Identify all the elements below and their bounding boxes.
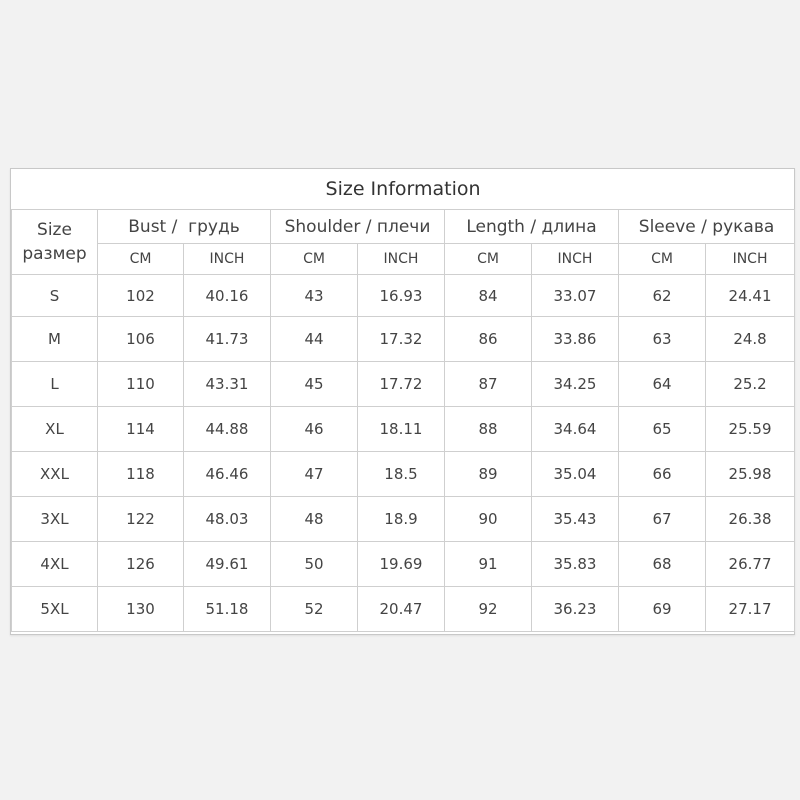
table-row: [12, 317, 795, 362]
bust-inch-cell: 49.61: [184, 542, 271, 587]
sleeve-cm-cell: 63: [619, 317, 706, 362]
sleeve-inch-cell: 24.41: [706, 275, 795, 317]
bust-cm-cell: 102: [98, 275, 184, 317]
bust-cm-cell: 118: [98, 452, 184, 497]
shoulder-inch-cell: 20.47: [358, 587, 445, 632]
length-inch-cell: 35.04: [532, 452, 619, 497]
size-cell: L: [12, 362, 98, 407]
size-cell: XXL: [12, 452, 98, 497]
shoulder-inch-cell: 16.93: [358, 275, 445, 317]
shoulder-cm-cell: 52: [271, 587, 358, 632]
group-header-row: [12, 210, 795, 244]
sleeve-inch-cell: 24.8: [706, 317, 795, 362]
unit-header-row: [12, 244, 795, 275]
shoulder-inch-cell: 18.11: [358, 407, 445, 452]
table-row: [12, 275, 795, 317]
size-column-header: [12, 210, 98, 275]
size-table: [11, 169, 795, 632]
table-row: [12, 587, 795, 632]
length-inch-cell: 35.43: [532, 497, 619, 542]
unit-header: CM: [98, 244, 184, 275]
length-cm-cell: 87: [445, 362, 532, 407]
size-cell: 4XL: [12, 542, 98, 587]
sleeve-inch-cell: 27.17: [706, 587, 795, 632]
length-inch-cell: 36.23: [532, 587, 619, 632]
length-cm-cell: 88: [445, 407, 532, 452]
shoulder-cm-cell: 50: [271, 542, 358, 587]
sleeve-inch-cell: 25.98: [706, 452, 795, 497]
sleeve-inch-cell: 26.77: [706, 542, 795, 587]
size-header-en: Size: [37, 220, 72, 240]
shoulder-cm-cell: 46: [271, 407, 358, 452]
table-row: [12, 497, 795, 542]
size-cell: S: [12, 275, 98, 317]
table-title: Size Information: [12, 169, 795, 210]
unit-header: INCH: [184, 244, 271, 275]
shoulder-cm-cell: 44: [271, 317, 358, 362]
unit-header: CM: [445, 244, 532, 275]
length-inch-cell: 35.83: [532, 542, 619, 587]
table-row: [12, 407, 795, 452]
size-cell: 3XL: [12, 497, 98, 542]
length-cm-cell: 90: [445, 497, 532, 542]
sleeve-cm-cell: 68: [619, 542, 706, 587]
shoulder-inch-cell: 17.32: [358, 317, 445, 362]
bust-cm-cell: 114: [98, 407, 184, 452]
bust-cm-cell: 126: [98, 542, 184, 587]
shoulder-inch-cell: 19.69: [358, 542, 445, 587]
shoulder-cm-cell: 47: [271, 452, 358, 497]
bust-inch-cell: 41.73: [184, 317, 271, 362]
length-cm-cell: 89: [445, 452, 532, 497]
sleeve-cm-cell: 69: [619, 587, 706, 632]
bust-cm-cell: 130: [98, 587, 184, 632]
length-inch-cell: 34.64: [532, 407, 619, 452]
sleeve-inch-cell: 25.2: [706, 362, 795, 407]
size-header-ru: размер: [22, 244, 87, 264]
unit-header: CM: [619, 244, 706, 275]
shoulder-inch-cell: 17.72: [358, 362, 445, 407]
group-header-bust: Bust / грудь: [98, 210, 271, 244]
length-cm-cell: 86: [445, 317, 532, 362]
length-cm-cell: 84: [445, 275, 532, 317]
shoulder-cm-cell: 45: [271, 362, 358, 407]
group-header-sleeve: Sleeve / рукава: [619, 210, 795, 244]
length-cm-cell: 91: [445, 542, 532, 587]
length-inch-cell: 33.86: [532, 317, 619, 362]
table-row: [12, 452, 795, 497]
shoulder-inch-cell: 18.9: [358, 497, 445, 542]
size-cell: 5XL: [12, 587, 98, 632]
bust-inch-cell: 40.16: [184, 275, 271, 317]
unit-header: CM: [271, 244, 358, 275]
shoulder-inch-cell: 18.5: [358, 452, 445, 497]
table-row: [12, 362, 795, 407]
title-row: [12, 169, 795, 210]
length-inch-cell: 34.25: [532, 362, 619, 407]
sleeve-cm-cell: 62: [619, 275, 706, 317]
bust-cm-cell: 106: [98, 317, 184, 362]
bust-inch-cell: 51.18: [184, 587, 271, 632]
bust-inch-cell: 48.03: [184, 497, 271, 542]
sleeve-cm-cell: 64: [619, 362, 706, 407]
sleeve-inch-cell: 25.59: [706, 407, 795, 452]
bust-inch-cell: 43.31: [184, 362, 271, 407]
size-cell: M: [12, 317, 98, 362]
sleeve-inch-cell: 26.38: [706, 497, 795, 542]
size-cell: XL: [12, 407, 98, 452]
unit-header: INCH: [706, 244, 795, 275]
sleeve-cm-cell: 65: [619, 407, 706, 452]
group-header-length: Length / длина: [445, 210, 619, 244]
size-table-body: [12, 275, 795, 632]
bust-cm-cell: 110: [98, 362, 184, 407]
bust-inch-cell: 46.46: [184, 452, 271, 497]
bust-inch-cell: 44.88: [184, 407, 271, 452]
length-inch-cell: 33.07: [532, 275, 619, 317]
sleeve-cm-cell: 67: [619, 497, 706, 542]
unit-header: INCH: [532, 244, 619, 275]
group-header-shoulder: Shoulder / плечи: [271, 210, 445, 244]
bust-cm-cell: 122: [98, 497, 184, 542]
shoulder-cm-cell: 43: [271, 275, 358, 317]
unit-header: INCH: [358, 244, 445, 275]
sleeve-cm-cell: 66: [619, 452, 706, 497]
size-chart-card: [10, 168, 795, 635]
length-cm-cell: 92: [445, 587, 532, 632]
shoulder-cm-cell: 48: [271, 497, 358, 542]
table-row: [12, 542, 795, 587]
